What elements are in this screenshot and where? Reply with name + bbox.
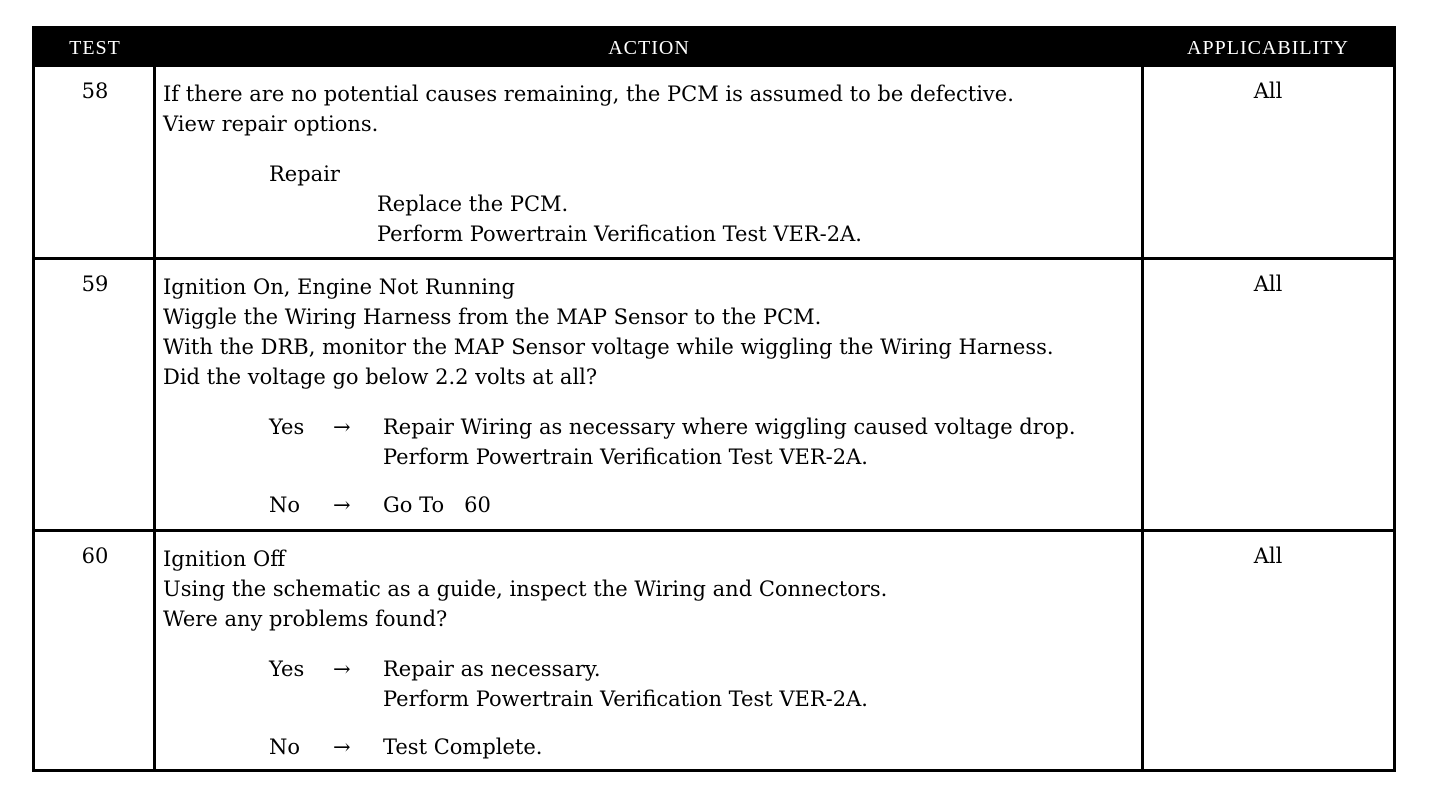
repair-label: Repair — [269, 162, 340, 186]
repair-line: Perform Powertrain Verification Test VER-2A. — [377, 222, 862, 246]
action-line: Did the voltage go below 2.2 volts at all? — [163, 365, 598, 389]
arrow-icon: → — [333, 493, 351, 517]
action-line: If there are no potential causes remaining, the PCM is assumed to be defective. — [163, 82, 1014, 106]
table-header — [35, 29, 1393, 67]
test-number: 58 — [81, 79, 109, 103]
header-applicability: APPLICABILITY — [1187, 37, 1349, 59]
table-row — [35, 67, 1393, 259]
yes-line: Repair as necessary. — [383, 657, 601, 681]
no-label: No — [269, 493, 301, 517]
action-line: With the DRB, monitor the MAP Sensor voltage while wiggling the Wiring Harness. — [163, 335, 1054, 359]
action-line: View repair options. — [163, 112, 379, 136]
no-label: No — [269, 735, 301, 759]
yes-line: Repair Wiring as necessary where wiggling caused voltage drop. — [383, 415, 1076, 439]
header-action: ACTION — [608, 37, 690, 59]
test-number: 59 — [81, 272, 109, 296]
table-row — [35, 529, 1393, 772]
applicability-value: All — [1253, 544, 1283, 568]
header-test: TEST — [69, 37, 121, 59]
action-line: Wiggle the Wiring Harness from the MAP Sensor to the PCM. — [163, 305, 822, 329]
action-line: Using the schematic as a guide, inspect the Wiring and Connectors. — [163, 577, 888, 601]
yes-line: Perform Powertrain Verification Test VER-2A. — [383, 445, 868, 469]
yes-label: Yes — [269, 415, 305, 439]
test-number: 60 — [81, 544, 109, 568]
arrow-icon: → — [333, 735, 351, 759]
yes-line: Perform Powertrain Verification Test VER-2A. — [383, 687, 868, 711]
no-line: Test Complete. — [383, 735, 543, 759]
arrow-icon: → — [333, 415, 351, 439]
action-line: Ignition Off — [163, 547, 286, 571]
action-line: Ignition On, Engine Not Running — [163, 275, 515, 299]
applicability-value: All — [1253, 79, 1283, 103]
applicability-value: All — [1253, 272, 1283, 296]
arrow-icon: → — [333, 657, 351, 681]
no-line: Go To 60 — [383, 493, 491, 517]
action-line: Were any problems found? — [163, 607, 448, 631]
table-row — [35, 257, 1393, 529]
repair-line: Replace the PCM. — [377, 192, 569, 216]
yes-label: Yes — [269, 657, 305, 681]
diagnostic-table — [32, 26, 1396, 772]
